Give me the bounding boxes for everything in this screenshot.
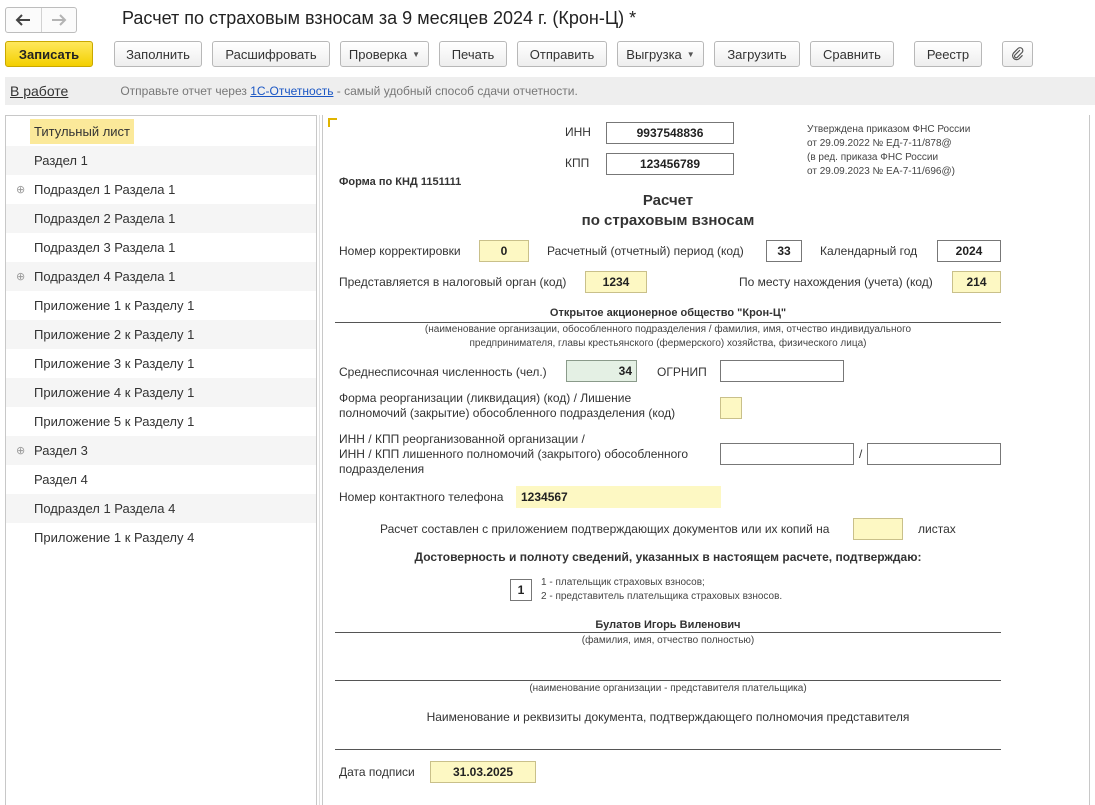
tax-authority-label: Представляется в налоговый орган (код) bbox=[339, 275, 567, 289]
org-caption: (наименование организации, обособленного подразделения / фамилия, имя, отчество индивидуального bbox=[424, 324, 912, 335]
section-item[interactable] bbox=[6, 465, 316, 494]
section-label: Подраздел 4 Раздела 1 bbox=[34, 269, 176, 284]
section-list bbox=[5, 115, 317, 805]
section-item[interactable] bbox=[6, 262, 316, 291]
section-item[interactable] bbox=[6, 494, 316, 523]
inn-label: ИНН bbox=[565, 125, 591, 139]
status-link[interactable]: В работе bbox=[10, 83, 69, 99]
section-item[interactable] bbox=[6, 378, 316, 407]
section-label: Приложение 1 к Разделу 1 bbox=[34, 298, 195, 313]
attach-button[interactable] bbox=[1002, 41, 1033, 67]
section-label: Приложение 1 к Разделу 4 bbox=[34, 530, 195, 545]
section-label: Титульный лист bbox=[30, 119, 134, 144]
section-label: Раздел 3 bbox=[34, 443, 88, 458]
sign-date-field[interactable]: 31.03.2025 bbox=[430, 761, 536, 783]
form-title: Расчет bbox=[642, 192, 694, 209]
paperclip-icon bbox=[1011, 47, 1025, 61]
approval-line: Утверждена приказом ФНС России bbox=[807, 124, 971, 135]
confirm-option: 2 - представитель плательщика страховых взносов. bbox=[541, 591, 783, 602]
signer-caption: (фамилия, имя, отчество полностью) bbox=[581, 635, 755, 646]
panel-divider bbox=[319, 115, 320, 805]
signer-underline bbox=[335, 632, 1001, 633]
reorg-inn-field[interactable] bbox=[720, 443, 854, 465]
section-label: Приложение 3 к Разделу 1 bbox=[34, 356, 195, 371]
reorg-separator: / bbox=[859, 447, 863, 461]
section-item[interactable] bbox=[6, 436, 316, 465]
section-item[interactable] bbox=[6, 117, 316, 146]
correction-label: Номер корректировки bbox=[339, 244, 461, 258]
rep-underline bbox=[335, 680, 1001, 681]
reorg-inn-label: подразделения bbox=[339, 462, 425, 476]
reorg-label: Форма реорганизации (ликвидация) (код) / Лишение bbox=[339, 391, 632, 405]
section-label: Подраздел 2 Раздела 1 bbox=[34, 211, 176, 226]
reorg-label: полномочий (закрытие) обособленного подразделения (код) bbox=[339, 406, 676, 420]
year-field[interactable]: 2024 bbox=[937, 240, 1001, 262]
doc-caption: Наименование и реквизиты документа, подтверждающего полномочия представителя bbox=[426, 710, 910, 724]
location-field[interactable]: 214 bbox=[952, 271, 1001, 293]
decode-button[interactable]: Расшифровать bbox=[212, 41, 330, 67]
reorg-inn-label: ИНН / КПП лишенного полномочий (закрытого) обособленного bbox=[339, 447, 689, 461]
kpp-field[interactable]: 123456789 bbox=[606, 153, 734, 175]
section-item[interactable] bbox=[6, 204, 316, 233]
back-button[interactable] bbox=[6, 8, 41, 32]
section-item[interactable] bbox=[6, 291, 316, 320]
org-caption: предпринимателя, главы крестьянского (фермерского) хозяйства, физического лица) bbox=[469, 338, 867, 349]
section-item[interactable] bbox=[6, 407, 316, 436]
form-corner-marker bbox=[328, 118, 337, 127]
check-button-label: Проверка bbox=[348, 46, 408, 62]
approval-line: (в ред. приказа ФНС России bbox=[807, 152, 939, 163]
arrow-left-icon bbox=[15, 14, 31, 26]
check-dropdown-button[interactable] bbox=[340, 41, 429, 67]
phone-label: Номер контактного телефона bbox=[339, 490, 504, 504]
print-button[interactable]: Печать bbox=[439, 41, 507, 67]
org-underline bbox=[335, 322, 1001, 323]
phone-field[interactable]: 1234567 bbox=[516, 486, 721, 508]
hint-text bbox=[120, 84, 577, 98]
period-label: Расчетный (отчетный) период (код) bbox=[547, 244, 744, 258]
export-dropdown-button[interactable] bbox=[617, 41, 704, 67]
send-button[interactable]: Отправить bbox=[517, 41, 607, 67]
confirm-heading: Достоверность и полноту сведений, указанных в настоящем расчете, подтверждаю: bbox=[414, 550, 922, 564]
section-item[interactable] bbox=[6, 146, 316, 175]
dropdown-arrow-icon: ▼ bbox=[412, 49, 421, 59]
reorg-inn-label: ИНН / КПП реорганизованной организации / bbox=[339, 432, 585, 446]
fill-button[interactable]: Заполнить bbox=[114, 41, 202, 67]
expand-icon[interactable]: ⊕ bbox=[16, 271, 26, 283]
compare-button[interactable]: Сравнить bbox=[810, 41, 894, 67]
confirm-option: 1 - плательщик страховых взносов; bbox=[541, 577, 705, 588]
status-bar bbox=[5, 77, 1095, 105]
year-label: Календарный год bbox=[820, 244, 918, 258]
form-subtitle: по страховым взносам bbox=[581, 212, 755, 229]
hint-prefix: Отправьте отчет через bbox=[120, 84, 247, 98]
section-item[interactable] bbox=[6, 175, 316, 204]
period-field[interactable]: 33 bbox=[766, 240, 802, 262]
reporting-link[interactable]: 1С-Отчетность bbox=[250, 84, 334, 98]
registry-button[interactable]: Реестр bbox=[914, 41, 982, 67]
section-label: Подраздел 1 Раздела 1 bbox=[34, 182, 176, 197]
section-label: Раздел 4 bbox=[34, 472, 88, 487]
reorg-kpp-field[interactable] bbox=[867, 443, 1001, 465]
attach-sheets-field[interactable] bbox=[853, 518, 903, 540]
section-item[interactable] bbox=[6, 320, 316, 349]
headcount-label: Среднесписочная численность (чел.) bbox=[339, 365, 547, 379]
report-form bbox=[322, 115, 1090, 805]
kpp-label: КПП bbox=[565, 156, 590, 170]
reorg-field[interactable] bbox=[720, 397, 742, 419]
section-label: Раздел 1 bbox=[34, 153, 88, 168]
doc-underline bbox=[335, 749, 1001, 750]
approval-line: от 29.09.2022 № ЕД-7-11/878@ bbox=[807, 138, 952, 149]
inn-field[interactable]: 9937548836 bbox=[606, 122, 734, 144]
location-label: По месту нахождения (учета) (код) bbox=[739, 275, 933, 289]
tax-authority-field[interactable]: 1234 bbox=[585, 271, 647, 293]
correction-field[interactable]: 0 bbox=[479, 240, 529, 262]
hint-suffix: - самый удобный способ сдачи отчетности. bbox=[336, 84, 578, 98]
attach-suffix: листах bbox=[918, 522, 956, 536]
org-name[interactable]: Открытое акционерное общество "Крон-Ц" bbox=[549, 307, 787, 319]
arrow-right-icon bbox=[51, 14, 67, 26]
section-label: Приложение 4 к Разделу 1 bbox=[34, 385, 195, 400]
document-title: Расчет по страховым взносам за 9 месяцев 2024 г. (Крон-Ц) * bbox=[122, 8, 637, 28]
rep-caption: (наименование организации - представителя плательщика) bbox=[529, 683, 807, 694]
export-button-label: Выгрузка bbox=[626, 46, 682, 62]
section-label: Подраздел 3 Раздела 1 bbox=[34, 240, 176, 255]
section-label: Подраздел 1 Раздела 4 bbox=[34, 501, 176, 516]
confirm-code-field[interactable]: 1 bbox=[510, 579, 532, 601]
knd-label: Форма по КНД 1151111 bbox=[339, 176, 462, 188]
dropdown-arrow-icon: ▼ bbox=[686, 49, 695, 59]
attach-label: Расчет составлен с приложением подтверждающих документов или их копий на bbox=[380, 522, 830, 536]
forward-button[interactable] bbox=[41, 8, 77, 32]
section-item[interactable] bbox=[6, 349, 316, 378]
load-button[interactable]: Загрузить bbox=[714, 41, 800, 67]
signer-name[interactable]: Булатов Игорь Виленович bbox=[595, 619, 741, 631]
save-button[interactable]: Записать bbox=[5, 41, 93, 67]
expand-icon[interactable]: ⊕ bbox=[16, 184, 26, 196]
section-item[interactable] bbox=[6, 523, 316, 552]
headcount-field[interactable]: 34 bbox=[566, 360, 637, 382]
expand-icon[interactable]: ⊕ bbox=[16, 445, 26, 457]
sign-date-label: Дата подписи bbox=[339, 765, 415, 779]
history-nav bbox=[5, 7, 77, 33]
ogrnip-label: ОГРНИП bbox=[657, 365, 707, 379]
approval-line: от 29.09.2023 № ЕА-7-11/696@) bbox=[807, 166, 955, 177]
section-item[interactable] bbox=[6, 233, 316, 262]
section-label: Приложение 5 к Разделу 1 bbox=[34, 414, 195, 429]
section-label: Приложение 2 к Разделу 1 bbox=[34, 327, 195, 342]
ogrnip-field[interactable] bbox=[720, 360, 844, 382]
